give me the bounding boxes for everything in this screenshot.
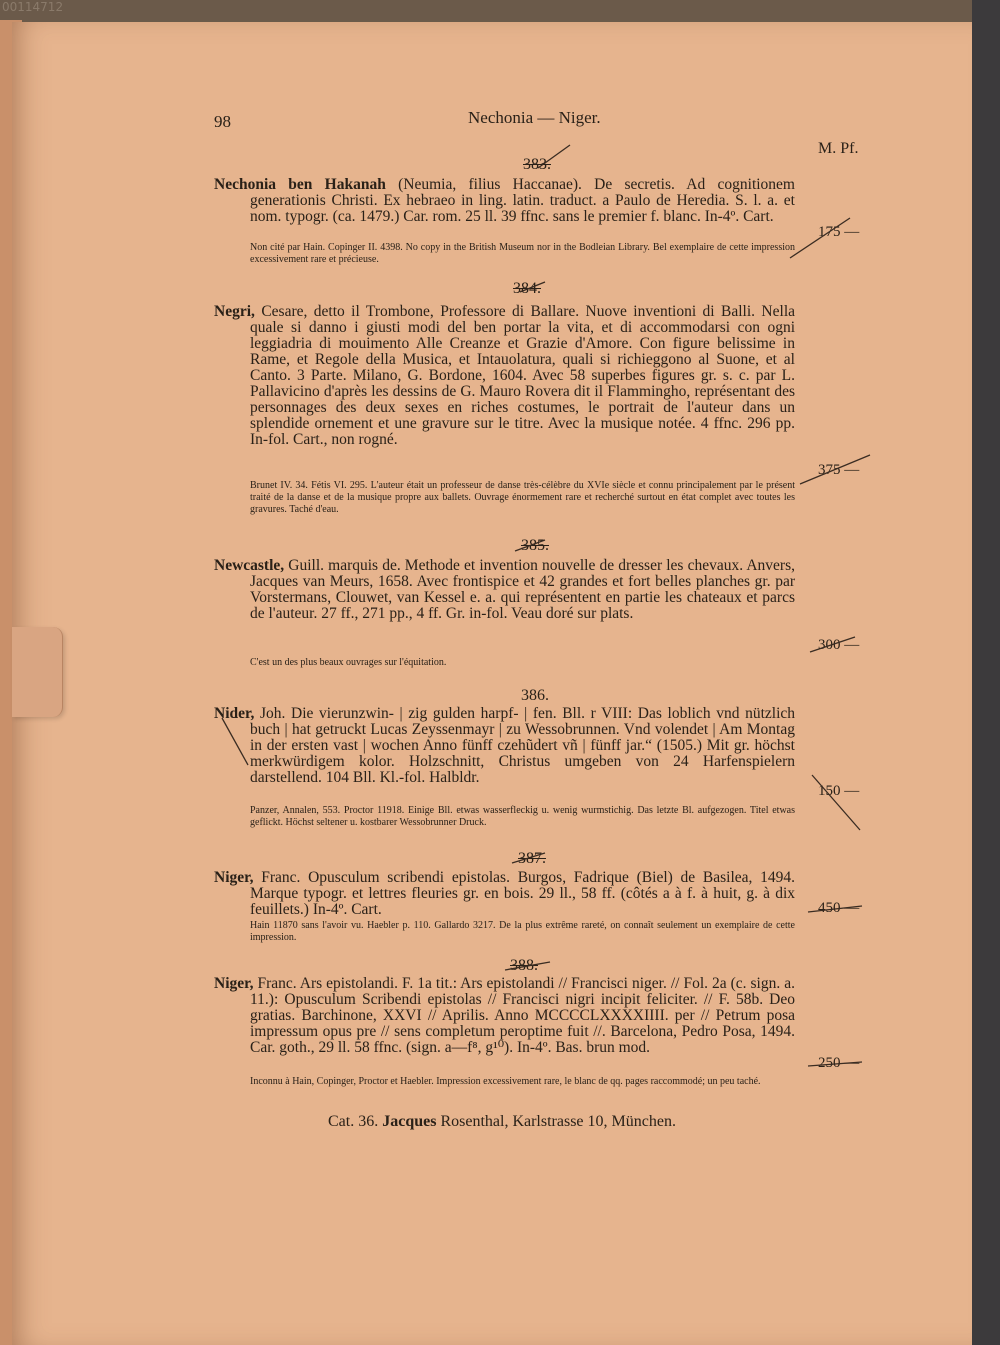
scan-edge-label: 00114712 bbox=[2, 0, 64, 14]
pencil-tick-387 bbox=[512, 853, 545, 863]
pencil-stroke-388 bbox=[808, 1062, 862, 1066]
entry-lead: Niger, bbox=[214, 869, 254, 886]
entry-number-386: 386. bbox=[521, 687, 549, 704]
entry-note-384: Brunet IV. 34. Fétis VI. 295. L'auteur était un professeur de danse très-célèbre du XVIe siècle et connu principalement par le présent traité de la danse et de la musique propre aux ballets. Ouvrage énormement rare et recherché surtout en état complet avec toutes les gravures. Taché d'eau. bbox=[250, 480, 795, 515]
footer-rest: Rosenthal, Karlstrasse 10, München. bbox=[440, 1113, 676, 1130]
entry-number-387: 387. bbox=[518, 850, 546, 867]
page-number: 98 bbox=[214, 112, 231, 131]
entry-lead: Nechonia ben Hakanah bbox=[214, 176, 386, 193]
entry-text: Joh. Die vierunzwin- | zig gulden harpf- | fen. Bll. r VIII: Das loblich vnd nützlich buch | hat getruckt Lucas Zeyssenmayr | zu Wessobrunnen. Vnd volendet | Am Montag in der ersten vast | wochen Anno fünff czehũdert vñ | fünff jar.“ (1505.) Mit gr. höchst merkwürdigem kolor. Holzschnitt, Christus umgeben von 24 Harfenspielern darstellend. 104 Bll. Kl.-fol. Halbldr. bbox=[250, 705, 796, 786]
entry-lead: Newcastle, bbox=[214, 557, 285, 574]
entry-note-387: Hain 11870 sans l'avoir vu. Haebler p. 110. Gallardo 3217. De la plus extrême rareté, on connaît seulement un exemplaire de cette impression. bbox=[250, 920, 795, 943]
footer-name: Jacques bbox=[382, 1113, 437, 1130]
entry-text: (Neumia, filius Haccanae). De secretis. Ad cognitionem generationis Christi. Ex hebraeo in ling. latin. traduct. a Paulo de Heredia. S. l. a. et nom. typogr. (ca. 1479.) Car. rom. 25 ll. 39 ffnc. sans le premier f. blanc. In-4º. Cart. bbox=[250, 176, 795, 225]
price-386: 150 — bbox=[818, 783, 860, 799]
price-383: 175 — bbox=[818, 224, 860, 240]
entry-note-386: Panzer, Annalen, 553. Proctor 11918. Einige Bll. etwas wasserfleckig u. wenig wurmstichig. Das letzte Bl. aufgezogen. Titel etwas geflickt. Höchst seltener u. kostbarer Wessobrunner Druck. bbox=[250, 805, 795, 828]
entry-text: Guill. marquis de. Methode et invention nouvelle de dresser les chevaux. Anvers, Jacques van Meurs, 1658. Avec frontispice et 42 grandes et fort belles planches gr. par Vorstermans, Clouwet, van Kessel e. a. qui représentent en partie les chateaux et parcs de l'auteur. 27 ff., 271 pp., 4 ff. Gr. in-fol. Veau doré sur plats. bbox=[250, 557, 795, 622]
pencil-cross-386 bbox=[222, 718, 248, 765]
pencil-stroke-385 bbox=[810, 637, 855, 652]
entry-note-388: Inconnu à Hain, Copinger, Proctor et Haebler. Impression excessivement rare, le blanc de qq. pages raccommodé; un peu taché. bbox=[250, 1076, 761, 1087]
footer-prefix: Cat. 36. bbox=[328, 1113, 379, 1130]
entry-text: Franc. Opusculum scribendi epistolas. Burgos, Fadrique (Biel) de Basilea, 1494. Marque typogr. et lettres fleuries gr. en bois. 29 ll., 58 ff. (côtés a à f. à huit, g. à dix feuillets.) In-4º. Cart. bbox=[250, 869, 795, 918]
pencil-tick-385 bbox=[515, 540, 545, 551]
entry-lead: Negri, bbox=[214, 303, 255, 320]
pencil-tick-383 bbox=[538, 145, 570, 168]
entry-text: Cesare, detto il Trombone, Professore di Ballare. Nuove inventioni di Balli. Nella quale si danno i giusti modi del ben portar la vita, et di accommodarsi con ogni leggiadria di mouimento Alle Creanze et Grazie d'Amore. Con figure belissime in Rame, et Regole della Musica, et Intauolatura, quali si richieggono al Suone, et al Canto. 3 Parte. Milano, G. Bordone, 1604. Avec 58 superbes figures gr. s. c. par L. Pallavicino d'après les dessins de G. Mauro Rovera dit il Flammingho, représentant des personnages des deux sexes en riches costumes, le portrait de l'auteur dans un splendide ornement et une gravure sur le titre. Avec la musique notée. 4 ffnc. 296 pp. In-fol. Cart., non rogné. bbox=[250, 303, 796, 448]
entry-note-383: Non cité par Hain. Copinger II. 4398. No copy in the British Museum nor in the Bodleian Library. Bel exemplaire de cette impression excessivement rare et précieuse. bbox=[250, 242, 795, 265]
entry-number-385: 385. bbox=[521, 537, 549, 554]
entry-lead: Niger, bbox=[214, 975, 254, 992]
pencil-tick-384 bbox=[520, 282, 545, 292]
entry-number-383: 383. bbox=[523, 156, 551, 173]
price-387: 450 — bbox=[818, 900, 860, 916]
pencil-tick-388 bbox=[505, 962, 550, 970]
price-384: 375 — bbox=[818, 462, 860, 478]
pencil-stroke-383 bbox=[790, 218, 850, 258]
pencil-stroke-384 bbox=[800, 455, 870, 484]
price-column-header: M. Pf. bbox=[818, 140, 859, 157]
entry-number-388: 388. bbox=[510, 957, 538, 974]
price-388: 250 — bbox=[818, 1055, 860, 1071]
entry-text: Franc. Ars epistolandi. F. 1a tit.: Ars epistolandi // Francisci niger. // Fol. 2a (c. sign. a. 11.): Opusculum Scribendi epistolas // Francisci nigri incipit feliciter. // F. 58b. Deo gratias. Barchinone, XXVI // Aprilis. Anno MCCCCLXXXXIIII. per // Petrum posa impressum opus pre // sens completum peroptime fuit //. Barcelona, Pedro Posa, 1494. Car. goth., 29 ll. 58 ffnc. (sign. a—f⁸, g¹⁰). In-4º. Bas. brun mod. bbox=[250, 975, 795, 1056]
entry-number-384: 384. bbox=[513, 280, 541, 297]
pencil-slash-386 bbox=[812, 775, 860, 830]
price-385: 300 — bbox=[818, 637, 860, 653]
entry-note-385: C'est un des plus beaux ouvrages sur l'équitation. bbox=[250, 657, 447, 668]
pencil-stroke-387 bbox=[808, 906, 862, 912]
entry-lead: Nider, bbox=[214, 705, 255, 722]
page-title: Nechonia — Niger. bbox=[468, 108, 601, 127]
